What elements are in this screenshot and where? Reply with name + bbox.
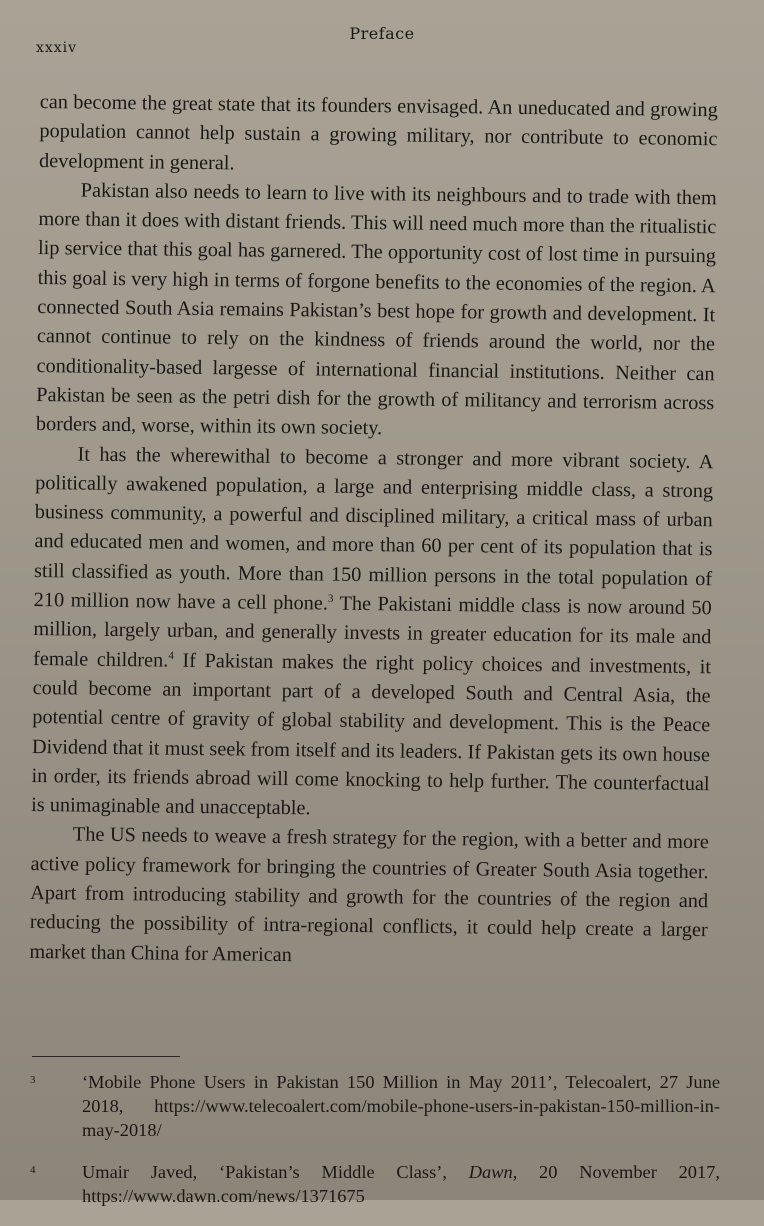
footnote-number: 3 [30,1074,36,1086]
footnote-text-before: Umair Javed, ‘Pakistan’s Middle Class’, [82,1162,469,1182]
paragraph-3 [31,440,714,829]
footnote-text-after: , 20 November 2017, https://www.dawn.com/news/1371675 [82,1162,720,1206]
page-number: xxxiv [36,40,78,56]
footnote-number: 4 [30,1164,36,1176]
body-text [29,88,718,975]
paragraph-2: Pakistan also needs to learn to live with its neighbours and to trade with them more than it does with distant friends. This will need much more than the ritualistic lip service that this goal has garnered. The opportunity cost of lost time in pursuing this goal is very high in terms of forgone benefits to the economies of the region. A connected South Asia remains Pakistan’s best hope for growth and development. It cannot continue to rely on the kindness of friends around the world, nor the conditionality-based largesse of international financial institutions. Neither can Pakistan be seen as the petri dish for the growth of militancy and terrorism across borders and, worse, within its own society. [35,179,717,440]
paragraph-3-part-b: The Pakistani middle class is now around 50 million, largely urban, and generally invests in greater education for its male and female children. [32,592,712,672]
footnote-publication-title: Dawn [468,1162,513,1182]
footnote-ref-3[interactable]: 3 [327,592,334,605]
footnotes [28,1070,720,1226]
footnote-divider [32,1056,180,1057]
paragraph-4: The US needs to weave a fresh strategy for the region, with a better and more active policy framework for bringing the countries of Greater South Asia together. Apart from introducing stability and growth for the countries of the region and reducing the possibility of intra-regional conflicts, it could help create a larger market than China for American [29,823,709,966]
running-header-title: Preface [349,24,415,43]
paragraph-3-part-a: It has the wherewithal to become a stronger and more vibrant society. A politically awakened population, a large and enterprising middle class, a strong business community, a powerful and disciplined military, a critical mass of urban and educated men and women, and more than 60 per cent of its population that is still classified as youth. More than 150 million persons in the total population of 210 million now have a cell phone. [33,443,714,615]
paragraph-3-part-c: If Pakistan makes the right policy choices and investments, it could become an important part of a developed South and Central Asia, the potential centre of gravity of global stability and development. This is the Peace Dividend that it must seek from itself and its leaders. If Pakistan gets its own house in order, its friends abroad will come knocking to help further. The counterfactual is unimaginable and unacceptable. [31,649,712,820]
footnote-text [82,1162,720,1206]
paragraph-1: can become the great state that its founders envisaged. An uneducated and growing population cannot help sustain a growing military, nor contribute to economic development in general. [38,90,718,174]
footnote-4 [28,1160,720,1208]
footnote-text: ‘Mobile Phone Users in Pakistan 150 Million in May 2011’, Telecoalert, 27 June 2018, https://www.telecoalert.com/mobile-phone-users-in-pakistan-150-million-in-may-2018/ [82,1072,720,1140]
footnote-ref-4[interactable]: 4 [168,649,174,662]
footnote-3 [28,1070,720,1142]
